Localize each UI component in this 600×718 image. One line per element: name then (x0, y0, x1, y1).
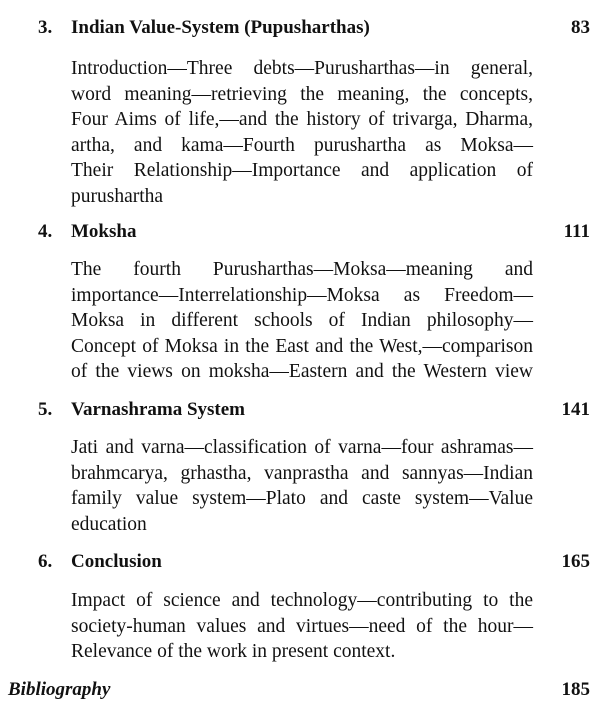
entry-title: Conclusion (71, 551, 162, 572)
bibliography-page: 185 (561, 679, 590, 700)
entry-page: 83 (571, 17, 590, 38)
description-line: family value system—Plato and caste system—Value (71, 488, 533, 509)
description-line: Relevance of the work in present context. (71, 641, 396, 662)
description-line: education (71, 513, 147, 535)
entry-title: Varnashrama System (71, 399, 245, 420)
description-line: Concept of Moksa in the East and the West,—comparison (71, 335, 533, 357)
entry-number: 4. (38, 221, 53, 242)
entry-page: 111 (563, 221, 590, 242)
description-line: Four Aims of life,—and the history of trivarga, Dharma, (71, 109, 533, 130)
entry-heading (0, 549, 600, 575)
entry-heading (0, 219, 600, 245)
description-line: word meaning—retrieving the meaning, the concepts, (71, 83, 533, 105)
entry-number: 6. (38, 551, 53, 572)
entry-heading (0, 15, 600, 41)
description-line: Jati and varna—classification of varna—four ashramas— (71, 437, 533, 458)
bibliography-label: Bibliography (8, 679, 111, 700)
description-line: Moksa in different schools of Indian philosophy— (71, 310, 533, 331)
entry-description (71, 588, 533, 665)
description-line: of the views on moksha—Eastern and the Western view (71, 361, 533, 382)
description-line: Introduction—Three debts—Purusharthas—in general, (71, 58, 533, 79)
description-line: The fourth Purusharthas—Moksa—meaning and (71, 259, 533, 280)
entry-number: 3. (38, 17, 53, 38)
entry-heading (0, 397, 600, 423)
entry-title: Moksha (71, 221, 137, 242)
description-line: Impact of science and technology—contributing to the (71, 590, 533, 611)
entry-title: Indian Value-System (Pupusharthas) (71, 17, 370, 38)
entry-page: 141 (561, 399, 590, 420)
entry-description (71, 435, 533, 537)
description-line: importance—Interrelationship—Moksa as Freedom— (71, 284, 533, 306)
description-line: brahmcarya, grhastha, vanprastha and sannyas—Indian (71, 462, 533, 484)
description-line: artha, and kama—Fourth purushartha as Moksa— (71, 134, 533, 156)
description-line: society-human values and virtues—need of the hour— (71, 615, 533, 637)
entry-number: 5. (38, 399, 53, 420)
description-line: purushartha (71, 185, 164, 207)
entry-description (71, 56, 533, 209)
entry-description (71, 257, 533, 385)
entry-page: 165 (561, 551, 590, 572)
description-line: Their Relationship—Importance and application of (71, 160, 533, 181)
